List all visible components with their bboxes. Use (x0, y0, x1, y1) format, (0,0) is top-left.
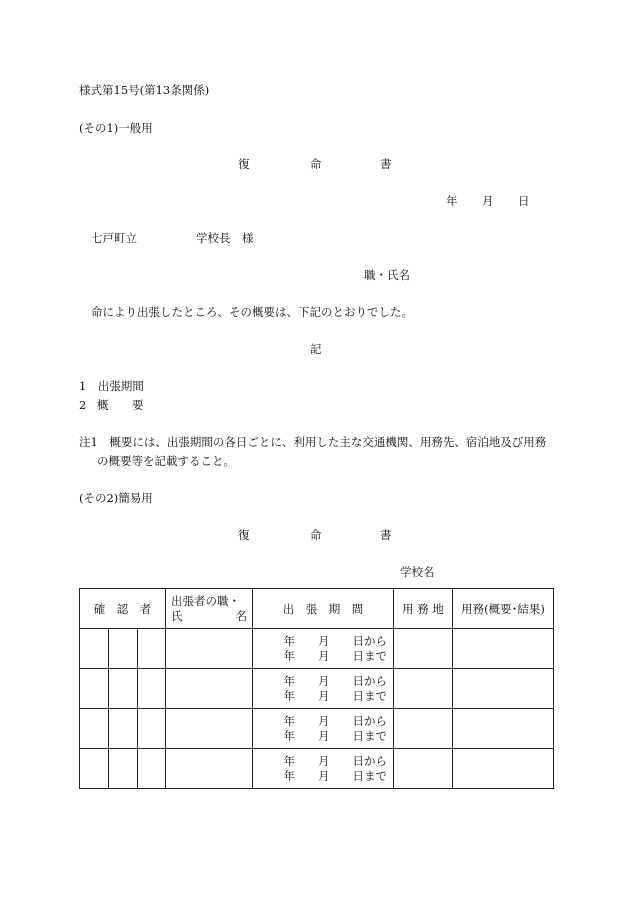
header-destination: 用 務 地 (394, 589, 453, 629)
header-confirm: 確 認 者 (80, 589, 166, 629)
confirm-cell[interactable] (109, 629, 138, 669)
business-cell[interactable] (453, 669, 554, 709)
period-from: 年 月 日から (283, 673, 387, 688)
note-line-1: 注1 概要には、出張期間の各日ごとに、利用した主な交通機関、用務先、宿泊地及び用務 (79, 435, 547, 449)
destination-cell[interactable] (394, 749, 453, 789)
destination-cell[interactable] (394, 669, 453, 709)
period-cell[interactable] (253, 669, 394, 709)
item-summary-char-1: 概 (97, 398, 109, 412)
traveler-cell[interactable] (166, 669, 253, 709)
confirm-cell[interactable] (109, 749, 138, 789)
period-from: 年 月 日から (283, 753, 387, 768)
date-month: 月 (482, 194, 494, 208)
item-summary-number: 2 (79, 398, 87, 412)
part1-title-char-3: 書 (380, 157, 392, 171)
traveler-cell[interactable] (166, 749, 253, 789)
ki-heading: 記 (310, 342, 322, 356)
item-travel-period: 1 出張期間 (79, 379, 144, 393)
confirm-cell[interactable] (109, 709, 138, 749)
period-to: 年 月 日まで (283, 728, 387, 743)
part1-title-char-2: 命 (310, 157, 322, 171)
destination-cell[interactable] (394, 629, 453, 669)
intro-text: 命により出張したところ、その概要は、下記のとおりでした。 (91, 305, 413, 319)
position-name-label: 職・氏名 (364, 268, 410, 282)
confirm-cell[interactable] (138, 709, 166, 749)
addressee-title: 学校長 様 (196, 231, 254, 245)
part2-title-char-3: 書 (380, 528, 392, 542)
header-business: 用務(概要･結果) (453, 589, 554, 629)
header-traveler-line2a: 氏 (171, 608, 183, 623)
header-period: 出 張 期 間 (253, 589, 394, 629)
period-cell[interactable] (253, 709, 394, 749)
period-from: 年 月 日から (283, 633, 387, 648)
business-cell[interactable] (453, 709, 554, 749)
confirm-cell[interactable] (109, 669, 138, 709)
period-from: 年 月 日から (283, 713, 387, 728)
confirm-cell[interactable] (138, 749, 166, 789)
confirm-cell[interactable] (80, 749, 109, 789)
header-traveler (166, 589, 253, 629)
table-header-row (80, 589, 554, 629)
business-cell[interactable] (453, 749, 554, 789)
period-to: 年 月 日まで (283, 768, 387, 783)
school-name-label: 学校名 (400, 565, 435, 579)
period-cell[interactable] (253, 749, 394, 789)
travel-report-table (79, 588, 554, 789)
date-year: 年 (446, 194, 458, 208)
table-row (80, 669, 554, 709)
part1-title-char-1: 復 (238, 157, 250, 171)
destination-cell[interactable] (394, 709, 453, 749)
header-traveler-line1: 出張者の職・ (171, 593, 240, 608)
period-to: 年 月 日まで (283, 688, 387, 703)
confirm-cell[interactable] (80, 669, 109, 709)
period-cell[interactable] (253, 629, 394, 669)
traveler-cell[interactable] (166, 709, 253, 749)
confirm-cell[interactable] (80, 709, 109, 749)
part2-title-char-1: 復 (238, 528, 250, 542)
form-number: 様式第15号(第13条関係) (79, 83, 210, 97)
item-summary-char-2: 要 (132, 398, 144, 412)
table-row (80, 629, 554, 669)
part2-label: (その2)簡易用 (79, 491, 153, 505)
confirm-cell[interactable] (138, 669, 166, 709)
date-day: 日 (518, 194, 530, 208)
header-traveler-line2b: 名 (235, 608, 247, 623)
confirm-cell[interactable] (138, 629, 166, 669)
table-row (80, 749, 554, 789)
part2-title-char-2: 命 (310, 528, 322, 542)
traveler-cell[interactable] (166, 629, 253, 669)
part1-label: (その1)一般用 (79, 121, 153, 135)
addressee-town: 七戸町立 (91, 231, 137, 245)
period-to: 年 月 日まで (283, 648, 387, 663)
note-line-2: の概要等を記載すること。 (97, 454, 235, 468)
confirm-cell[interactable] (80, 629, 109, 669)
business-cell[interactable] (453, 629, 554, 669)
table-row (80, 709, 554, 749)
